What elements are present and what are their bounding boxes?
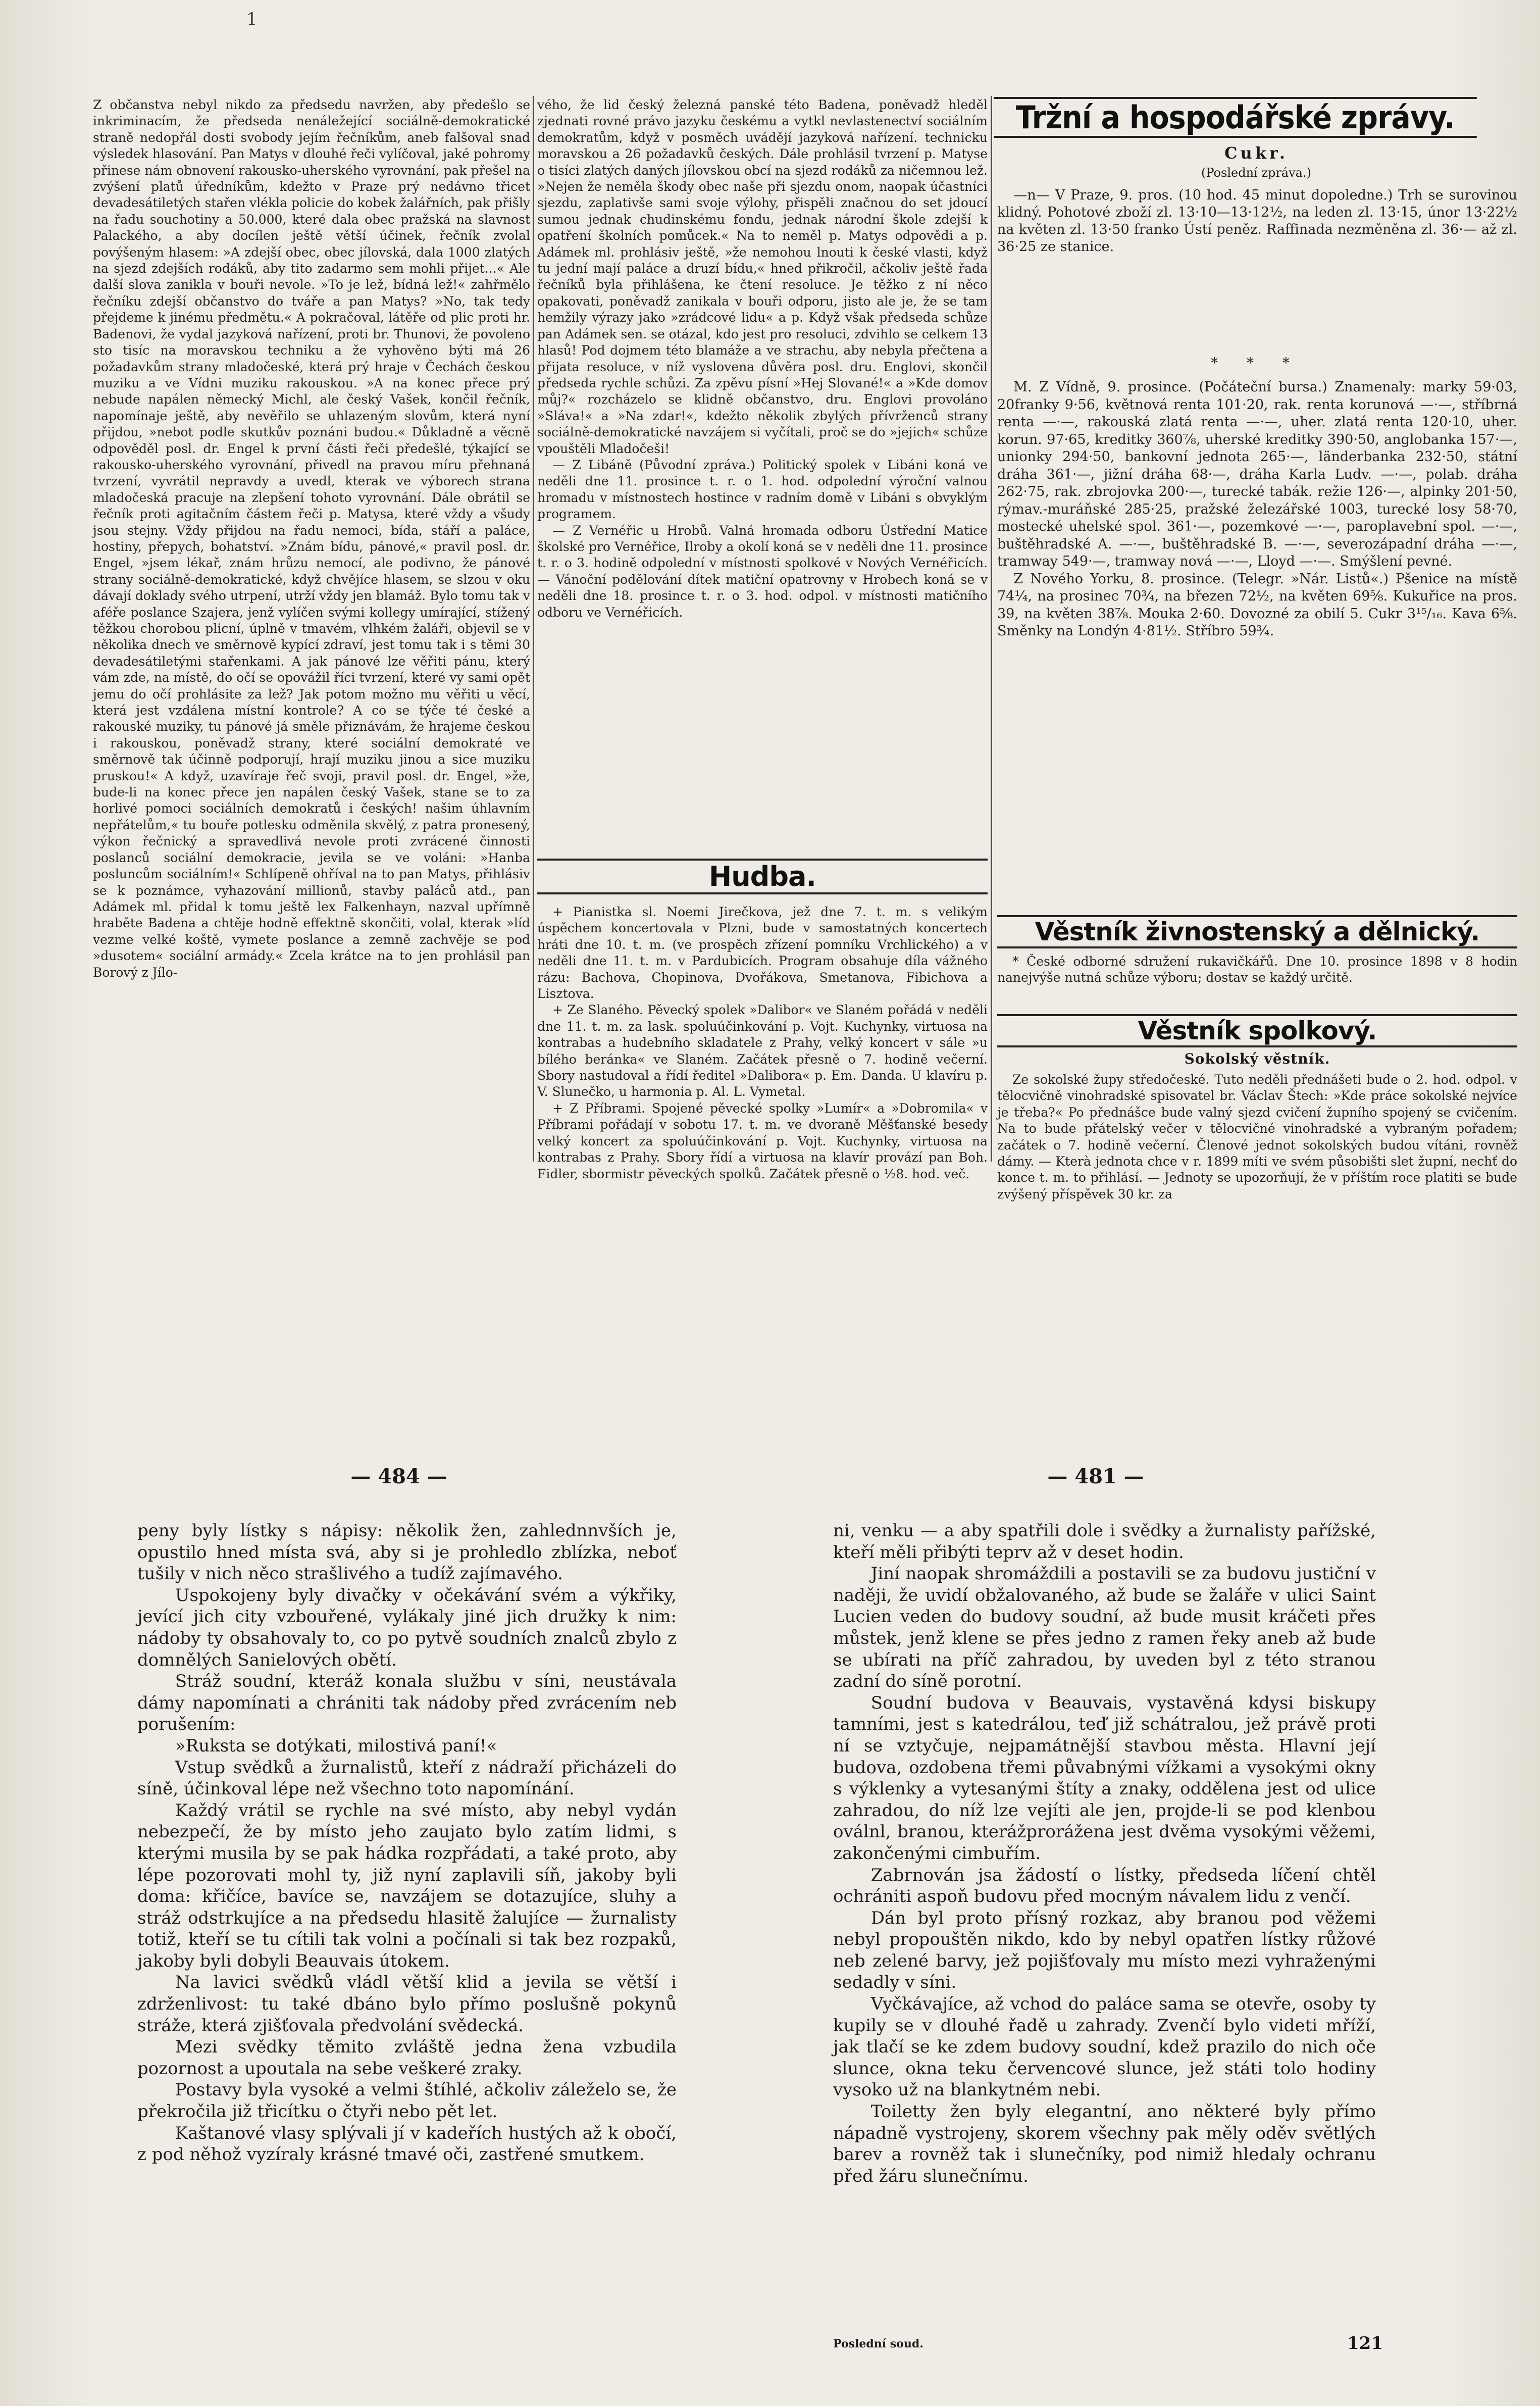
novel-paragraph: Soudní budova v Beauvais, vystavěná kdysi biskupy tamními, jest s katedrálou, teď již schátralou, jež právě proti ní se vztyčuje, nejpamátnější stavbou města. Hlavní její budova, ozdobena třemi půvabnými vížkami a vysokými okny s výklenky a vytesanými štíty a znaky, oddělena jest od ulice zahradou, do níž lze vejíti ale jen, projde-li se pod klenbou oválnl, branou, kterážprorážena jest dvěma vysokými věžemi, zakončenými cimbuřím. — [833, 1692, 1376, 1864]
trade-heading: Věstník živnostenský a dělnický. — [997, 915, 1517, 948]
novel-paragraph: Na lavici svědků vládl větší klid a jevila se větší i zdrženlivost: tu také dbáno bylo přímo poslušně pokynů stráže, která zjišťovala předvolání svědecká. — [137, 1972, 677, 2036]
music-item: + Ze Slaného. Pěvecký spolek »Dalibor« ve Slaném pořádá v neděli dne 11. t. m. za lask. spoluúčinkování p. Vojt. Kuchynky, virtuosa na kontrabas a hudebního skladatele z Prahy, velký koncert v sále »u bílého beránka« ve Slaném. Začátek přesně o 7. hodině večerní. Sbory nastudoval a řídí ředitel »Dalibora« p. Em. Danda. U klavíru p. V. Slunečko, u harmonia p. Al. L. Vymetal. — [537, 1003, 988, 1099]
market-heading: Tržní a hospodářské zprávy. — [994, 97, 1477, 138]
novel-paragraph: Zabrnován jsa žádostí o lístky, předseda líčení chtěl ochrániti aspoň budovu před mocným návalem lidu z venčí. — [833, 1865, 1376, 1907]
novel-paragraph: Každý vrátil se rychle na své místo, aby nebyl vydán nebezpečí, že by místo jeho zaujato bylo zatím lidmi, s kterými musila by se pak hádka rozpřádati, a také proto, aby lépe pozorovati mohl ty, již nyní zaplavili síň, jakoby byli doma: křičíce, bavíce se, navzájem se dotazujíce, sluhy a stráž odstrkujíce a na předsedu hlasitě žalujíce — žurnalisty totiž, kteří se tu cítili tak volni a počínali si tak bez rozpaků, jakoby byli dobyli Beauvais útokem. — [137, 1800, 677, 1971]
novel-paragraph: »Ruksta se dotýkati, milostivá paní!« — [175, 1735, 497, 1756]
clubs-heading: Věstník spolkový. — [997, 1014, 1517, 1047]
column-divider — [533, 96, 534, 1162]
music-heading: Hudba. — [537, 859, 988, 894]
upper-middle-column — [537, 97, 988, 855]
novel-left-column — [137, 1520, 677, 2318]
novel-paragraph: Postavy byla vysoké a velmi štíhlé, ačkoliv záleželo se, že překročila již třicítku o čtyři nebo pět let. — [137, 2080, 677, 2122]
sugar-text: —n— V Praze, 9. pros. (10 hod. 45 minut dopoledne.) Trh se surovinou klidný. Pohotové zboží zl. 13·10—13·12½, na leden zl. 13·15, únor 13·22½ na květen zl. 13·50 franko Ústí peněz. Raffinada nezměněna zl. 36·— až zl. 36·25 ze stanice. — [997, 187, 1517, 255]
top-mark: 1 — [246, 9, 258, 29]
clubs-column — [997, 1072, 1517, 1201]
news-item-liban: — Z Libáně (Původní zpráva.) Politický spolek v Libáni koná ve neděli dne 11. prosince t. r. o 1. hod. odpolední výroční valnou hromadu v místnostech hostince v radním domě v Libáni s obvyklým programem. — [537, 457, 988, 522]
novel-paragraph: Uspokojeny byly divačky v očekávání svém a výkřiky, jevící jich city vzbouřené, vylákaly jiné jich družky k nim: nádoby ty obsahovaly to, co po pytvě soudních znalců zbylo z domnělých Sanielových obětí. — [137, 1585, 677, 1670]
upper-left-column — [93, 97, 530, 1248]
novel-right-column — [833, 1520, 1376, 2328]
novel-paragraph: Stráž soudní, kteráž konala službu v síni, neustávala dámy napomínati a chrániti tak nádoby před zvrácením neb porušením: — [137, 1671, 677, 1735]
article-paragraph: vého, že lid český železná panské této Badena, poněvadž hleděl zjednati rovné právo jazyku českému a vytkl nevlastenectví sociálním demokratům, když v posměch uvádějí jazyková nařízení. technicku moravskou a 26 požadavků českých. Dále prohlásil tvrzení p. Matyse o tisíci zlatých daných jílovskou obcí na sjezd rodáků za ničemnou lež. »Nejen že neměla škody obec naše při sjezdu onom, naopak účastníci sjezdu, zaplativše sami svoje výlohy, přispěli značnou do set jdoucí sumou jednak chudinskému fondu, jednak národní škole zdejší k opatření školních pomůcek.« Na to neměl p. Matys odpovědi a p. Adámek ml. prohlásiv ještě, »že nemohou lnouti k české vlasti, když tu jední mají paláce a druzí bídu,« hned přikročil, ačkoliv ještě řada řečníků byla přihlášena, ke čtení resoluce. Je těžko z ní něco opakovati, poněvadž zanikala v bouři odporu, jisto ale je, že se tam hemžily výrazy jako »zrádcové lidu« a p. Když však předseda schůze pan Adámek sen. se otázal, kdo jest pro resoluci, zdvihlo se celkem 13 hlasů! Pod dojmem této blamáže a ve strachu, aby nebyla přečtena a přijata resoluce, v níž vyslovena důvěra posl. dru. Englovi, skončil předseda rychle schůzi. Za zpěvu písní »Hej Slované!« a »Kde domov můj?« rozcházelo se klidně občanstvo, dru. Englovi provoláno »Sláva!« a »Na zdar!«, kdežto několik zbylých přívrženců strany sociálně-demokratické navzájem si vyčítali, proč se do »jejich« schůze vpouštěli Mladočeši! — [537, 97, 988, 456]
bourse-report — [997, 379, 1517, 914]
novel-paragraph: ni, venku — a aby spatřili dole i svědky a žurnalisty pařížské, kteří měli přibýti teprv až v deset hodin. — [833, 1521, 1376, 1563]
page-number-left: — 484 — — [350, 1465, 447, 1488]
column-divider — [991, 96, 992, 1162]
footer-signature: Poslední soud. — [833, 2337, 923, 2350]
novel-paragraph: Dán byl proto přísný rozkaz, aby branou pod věžemi nebyl propouštěn nikdo, kdo by nebyl opatřen lístky růžové neb zelené barvy, jež pojišťovaly mu místo mezi vyhraženými sedadly v síni. — [833, 1908, 1376, 1993]
novel-paragraph: Jiní naopak shromáždili a postavili se za budovu justiční v naději, že uvidí obžalovaného, až bude se žaláře v ulici Saint Lucien veden do budovy soudní, až bude musit kráčeti přes můstek, jenž klene se přes jedno z ramen řeky aneb až bude se ubírati na příč zahradou, by uveden byl z této stranou zadní do síně porotní. — [833, 1564, 1376, 1692]
market-note: (Poslední zpráva.) — [1201, 166, 1311, 180]
section-stars: * * * — [1211, 355, 1302, 371]
vienna-text: M. Z Vídně, 9. prosince. (Počáteční bursa.) Znamenaly: marky 59·03, 20franky 9·56, květnová renta 101·20, rak. renta korunová —·—, stříbrná renta —·—, rakouská zlatá renta —·—, uher. zlatá renta 120·10, uher. korun. 97·65, kreditky 360⅞, uherské kreditky 390·50, anglobanka 157·—, unionky 294·50, bankovní jednota 265·—, länderbanka 232·50, státní dráha 361·—, jižní dráha 68·—, dráha Karla Ludv. —·—, polab. dráha 262·75, rak. zbrojovka 200·—, turecké tabák. režie 126·—, alpinky 201·50, rýmav.-muráňské 285·25, pražské železářské 1003, turecké losy 58·70, mostecké uhelské spol. 361·—, pozemkové —·—, paroplavební spol. —·—, buštěhradské A. —·—, buštěhradské B. —·—, severozápadní dráha —·—, tramway 549·—, tramway nová —·—, Lloyd —·—. Smýšlení pevné. — [997, 379, 1517, 569]
sugar-subtitle: Cukr. — [1224, 143, 1288, 163]
sokol-subtitle: Sokolský věstník. — [1184, 1050, 1330, 1067]
trade-column — [997, 954, 1517, 1009]
music-item: + Pianistka sl. Noemi Jirečkova, jež dne 7. t. m. s velikým úspěchem koncertovala v Plzni, bude v samostatných koncertech hráti dne 10. t. m. (ve prospěch zřízení pomníku Vrchlického) a v neděli dne 11. t. m. v Pardubicích. Program obsahuje díla vážného rázu: Bachova, Chopinova, Dvořákova, Smetanova, Fibichova a Lisztova. — [537, 905, 988, 1001]
novel-paragraph: Kaštanové vlasy splývali jí v kadeřích hustých až k obočí, z pod něhož vyzíraly krásné tmavé oči, zastřené smutkem. — [137, 2123, 677, 2165]
sugar-report — [997, 187, 1517, 354]
article-paragraph: Z občanstva nebyl nikdo za předsedu navržen, aby předešlo se inkriminacím, že předseda nenáležející sociálně-demokratické straně nedopřál dosti svobody jejím řečníkům, aneb falšoval snad výsledek hlasování. Pan Matys v dlouhé řeči vylíčoval, jaké pohromy přinese nám obnovení rakousko-uherského vyrovnání, pak přešel na zvýšení platů úředníkům, kdežto v Praze prý nedávno třicet devadesátiletých stařen vlékla policie do kobek žalářních, pak přišly na řadu souchotiny a 50.000, které dala obec pražská na slavnost Palackého, a aby docílen ještě větší účinek, řečník zvolal povýšeným hlasem: »A zdejší obec, obec jílovská, dala 1000 zlatých na sjezd zdejších rodáků, aby tito zadarmo sem mohli přijet...« Ale další slova zanikla v bouři nevole. »To je lež, bídná lež!« zahřmělo řečníku zdejší občanstvo do tváře a pan Matys? »No, tak tedy přejdeme k jinému předmětu.« A pokračoval, látěře od plic proti hr. Badenovi, že vydal jazyková nařízení, proti br. Thunovi, že povoleno sto tisíc na moravskou techniku a že vyhověno býti má 26 požadavkům strany mladočeské, která prý hraje v Čechách českou muziku a ve Vídni muziku rakouskou. »A na konec přece prý nebude napálen německý Michl, ale český Vašek, končil řečník, napomínaje ještě, aby nevěřilo se uhlazeným slovům, která nyní přijdou, »nebot podle skutkův poznáni budou.« Důkladně a věcně odpověděl posl. dr. Engel k první části řeči předešlé, týkající se rakousko-uherského vyrovnání, přivedl na pravou míru přehnaná tvrzení, vyvrátil nepravdy a uvedl, kterak ve výborech strana mladočeská pracuje na zlepšení tohoto vyrovnání. Dále obrátil se řečník proti agitačním částem řeči p. Matysa, které vždy a všudy jsou stejny. Vždy přijdou na řadu nemoci, bída, stáří a paláce, hostiny, přepych, bohatství. »Znám bídu, pánové,« pravil posl. dr. Engel, »jsem lékař, znám hrůzu nemocí, ale podivno, že pánové strany sociálně-demokratické, když chvějíce hlasem, se slzou v oku dávají doklady svého utrpení, utrží vždy jen blamáž. Bylo tomu tak v aféře poslance Szajera, jenž vylíčen svými kollegy umírající, stížený těžkou chorobou plicní, úplně v tmavém, vlhkém žaláři, objevil se v několika dnech ve směrnově kypící zdraví, jest tomu tak i s těmi 30 devadesátiletými stařenkami. A jak pánové lze věřiti pánu, který vám zde, na místě, do očí se opovážil říci tvrzení, které vy sami opět jemu do očí prohlásite za lež? Jak potom možno mu věřiti u věcí, která jest vzdálena místní kontrole? A co se týče té české a rakouské muziky, tu pánové já směle přiznávám, že hrajeme českou i rakouskou, poněvadž strany, které sociální demokraté ve směrnově tak účinně podporují, hrají muziku jinou a sice muziku pruskou!« A když, uzavíraje řeč svoji, pravil posl. dr. Engel, »že, bude-li na konec přece jen napálen český Vašek, stane se to za horlivé pomoci sociálních demokratů i českých! našim úhlavním nepřátelům,« tu bouře potlesku odměnila skvělý, z patra pronesený, výkon řečnický a spravedlivá nevole proti zvrácené činnosti poslanců sociální demokracie, jevila se ve voláni: »Hanba posluncům sociálním!« Schlípeně ohříval na to pan Matys, přihlásiv se k poznámce, vyhazování millionů, stavby paláců atd., pan Adámek ml. přidal k tomu ještě lex Falkenhayn, nazval upřímně hraběte Badena a chtěje hodně effektně skončiti, volal, kterak »líd vezme velké koště, vymete poslance a zemně zachvěje se pod »dusotem« sociální armády.« Zcela krátce na to jen prohlásil pan Borový z Jílo- — [93, 97, 530, 980]
footer-page-number: 121 — [1347, 2333, 1383, 2353]
page-number-right: — 481 — — [1047, 1465, 1144, 1488]
music-column — [537, 904, 988, 1181]
clubs-text: Ze sokolské župy středočeské. Tuto neděli přednášeti bude o 2. hod. odpol. v tělocvičně vinohradské spisovatel br. Václav Štech: »Kde práce sokolské nejvíce je třeba?« Po přednášce bude valný sjezd cvičení župního spojený se cvičením. Na to bude přátelský večer v tělocvičné vinohradské a vybraným pořadem; začátek o 7. hodině večerní. Členové jednot sokolských budou vítáni, rovněž dámy. — Kterà jednota chce v r. 1899 míti ve svém působišti slet župní, nechť do konce t. m. to přihlásí. — Jednoty se upozorňují, že v příštím roce platiti se bude zvýšený příspěvek 30 kr. za — [997, 1072, 1517, 1201]
newyork-text: Z Nového Yorku, 8. prosince. (Telegr. »Nár. Listů«.) Pšenice na místě 74¼, na prosinec 70¾, na březen 72½, na květen 69⅝. Kukuřice na pros. 39, na květen 38⅞. Mouka 2·60. Dovozné za obilí 5. Cukr 3¹⁵/₁₆. Kava 6⅝. Směnky na Londýn 4·81½. Stříbro 59¾. — [997, 571, 1517, 639]
novel-paragraph: Mezi svědky těmito zvláště jedna žena vzbudila pozornost a upoutala na sebe veškeré zraky. — [137, 2037, 677, 2079]
novel-paragraph: peny byly lístky s nápisy: několik žen, zahlednnvších je, opustilo hned místa svá, aby si je prohledlo zblízka, neboť tušily v nich něco strašlivého a tudíž zajímavého. — [137, 1521, 677, 1584]
music-item: + Z Příbrami. Spojené pěvecké spolky »Lumír« a »Dobromila« v Příbrami pořádají v sobotu 17. t. m. ve dvoraně Měšťanské besedy velký koncert za spoluúčinkování p. Vojt. Kuchynky, virtuosa na kontrabas z Prahy. Sbory řídí a virtuosa na klavír provází pan Boh. Fidler, sbormistr pěveckých spolků. Začátek přesně o ½8. hod. več. — [537, 1100, 988, 1181]
novel-paragraph: Vstup svědků a žurnalistů, kteří z nádraží přicházeli do síně, účinkoval lépe než všechno toto napomínání. — [137, 1757, 677, 1799]
novel-paragraph: Vyčkávajíce, až vchod do paláce sama se otevře, osoby ty kupily se v dlouhé řadě u zahrady. Zvenčí bylo videti mříží, jak tlačí se ke zdem budovy soudní, kdež prazilo do nich oče slunce, okna teku červencové slunce, jež státi tolo hodiny vysoko už na blankytném nebi. — [833, 1994, 1376, 2100]
novel-paragraph: Toiletty žen byly elegantní, ano některé byly přímo nápadně vystrojeny, skorem všechny pak měly oděv světlých barev a rovněž tak i slunečníky, pod nimiž hledaly ochranu před žáru slunečnímu. — [833, 2101, 1376, 2186]
news-item-vernerice: — Z Vernéřic u Hrobů. Valná hromada odboru Ústřední Matice školské pro Vernéřice, Ilroby a okolí koná se v neděli dne 11. prosince t. r. o 3. hodině odpolední v místnosti spolkové v Nových Vernéřicích. — Vánoční podělování dítek matiční opatrovny v Hrobech koná se v neděli dne 18. prosince t. r. o 3. hod. odpol. v místnosti matičního odboru ve Vernéřicích. — [537, 523, 988, 620]
trade-text: * České odborné sdružení rukavičkářů. Dne 10. prosince 1898 v 8 hodin nanejvýše nutná schůze výboru; dostav se každý určitě. — [997, 954, 1517, 985]
